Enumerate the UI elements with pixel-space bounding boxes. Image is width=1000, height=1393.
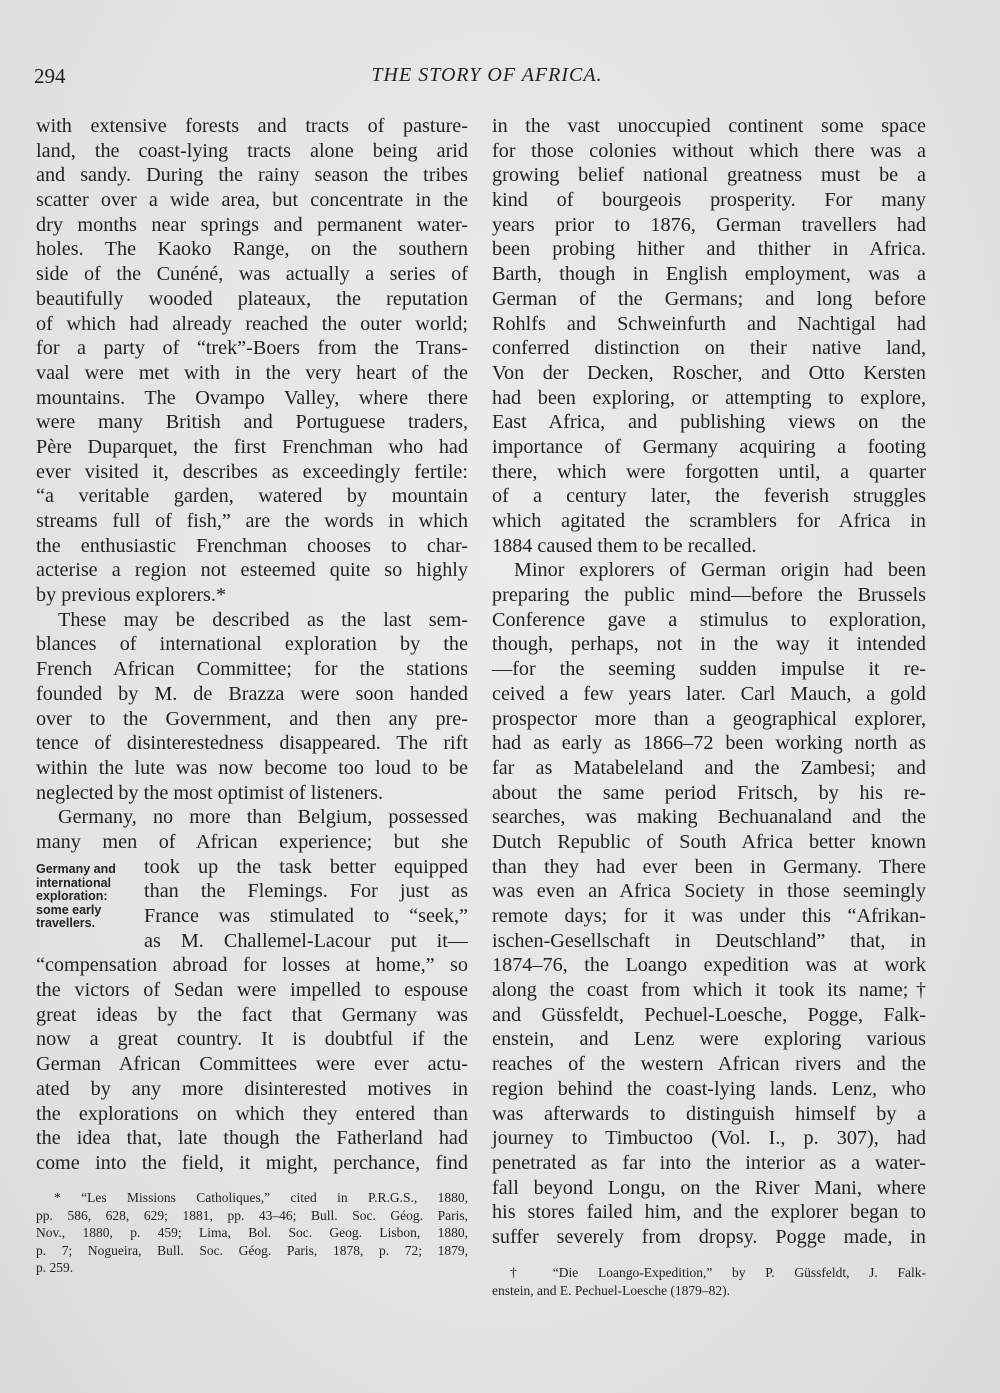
- text-line: land, the coast-lying tracts alone being arid: [36, 139, 468, 162]
- text-line: for a party of “trek”-Boers from the Trans-: [36, 337, 468, 360]
- footnote-line: enstein, and E. Pechuel-Loesche (1879–82).: [492, 1282, 731, 1298]
- text-line: had been exploring, or attempting to explore,: [492, 386, 926, 409]
- text-line: was afterwards to distinguish himself by a: [492, 1102, 926, 1125]
- text-line: the idea that, late though the Fatherland had: [36, 1127, 468, 1150]
- text-line: his stores failed him, and the explorer began to: [492, 1201, 926, 1224]
- text-line: tence of disinterestedness disappeared. The rift: [36, 732, 468, 755]
- text-line: France was stimulated to “seek,”: [144, 905, 468, 927]
- text-line: fall beyond Longu, on the River Mani, where: [492, 1176, 926, 1199]
- text-line: had as early as 1866–72 been working north as: [492, 732, 926, 755]
- text-line: of which had already reached the outer world;: [36, 312, 468, 335]
- text-line: far as Matabeleland and the Zambesi; and: [492, 756, 926, 779]
- text-line: mountains. The Ovampo Valley, where there: [36, 386, 468, 409]
- text-line: the enthusiastic Frenchman chooses to char-: [36, 534, 468, 557]
- margin-note-line: Germany and: [36, 862, 116, 876]
- text-line: streams full of fish,” are the words in which: [36, 510, 468, 532]
- text-line: preparing the public mind—before the Brussels: [492, 584, 926, 607]
- text-line: scatter over a wide area, but concentrate in the: [36, 189, 468, 212]
- page-header: [34, 64, 940, 94]
- text-line: was even an Africa Society in those seemingly: [492, 880, 926, 903]
- text-line: reaches of the western African rivers and the: [492, 1053, 926, 1076]
- text-line: over to the Government, and then any pre-: [36, 707, 468, 730]
- text-line: about the same period Fritsch, by his re-: [492, 781, 926, 804]
- text-line: French African Committee; for the stations: [36, 658, 468, 681]
- text-line: in the vast unoccupied continent some space: [492, 115, 926, 137]
- text-line: conferred distinction on their native land,: [492, 337, 926, 360]
- text-line: 1874–76, the Loango expedition was at work: [492, 954, 926, 977]
- text-line: Dutch Republic of South Africa better known: [492, 830, 926, 853]
- text-line: along the coast from which it took its name;†: [492, 979, 926, 1002]
- footnote-line: Nov., 1880, p. 459; Lima, Bol. Soc. Geog. Lisbon, 1880,: [36, 1225, 468, 1240]
- text-line: years prior to 1876, German travellers had: [492, 213, 926, 236]
- running-head: THE STORY OF AFRICA.: [371, 64, 603, 86]
- text-line: These may be described as the last sem-: [58, 608, 468, 631]
- text-line: the victors of Sedan were impelled to espouse: [36, 979, 468, 1002]
- text-line: remote days; for it was under this “Afrikan-: [492, 905, 926, 927]
- text-line: than they had ever been in Germany. There: [492, 855, 926, 878]
- text-line: vaal were met with in the very heart of the: [36, 361, 468, 384]
- margin-note-line: international: [36, 875, 112, 890]
- text-line: though, perhaps, not in the way it intended: [492, 633, 926, 656]
- text-line: now a great country. It is doubtful if the: [36, 1028, 468, 1051]
- text-line: ever visited it, describes as exceedingly fertile:: [36, 460, 468, 483]
- text-line: there, which were forgotten until, a quarter: [492, 460, 926, 483]
- text-line: for those colonies without which there was a: [492, 139, 926, 162]
- text-line: and sandy. During the rainy season the tribes: [36, 164, 468, 187]
- text-line: Minor explorers of German origin had been: [514, 559, 926, 582]
- text-line: journey to Timbuctoo (Vol. I., p. 307), had: [492, 1127, 926, 1150]
- margin-note-line: some early: [36, 902, 102, 917]
- text-line: enstein, and Lenz were exploring various: [492, 1028, 926, 1051]
- text-line: neglected by the most optimist of listeners.: [36, 781, 384, 804]
- text-line: been probing hither and thither in Africa.: [492, 238, 926, 261]
- text-line: many men of African experience; but she: [36, 830, 468, 853]
- text-line: Rohlfs and Schweinfurth and Nachtigal had: [492, 312, 926, 335]
- text-line: ated by any more disinterested motives in: [36, 1077, 468, 1100]
- page-number: 294: [34, 64, 66, 88]
- text-line: and Güssfeldt, Pechuel-Loesche, Pogge, Falk-: [492, 1003, 926, 1026]
- margin-note-line: travellers.: [36, 916, 96, 930]
- text-line: within the lute was now become too loud to be: [36, 756, 468, 779]
- text-line: great ideas by the fact that Germany was: [36, 1003, 468, 1026]
- left-column: [36, 114, 468, 1176]
- margin-note: [36, 863, 140, 931]
- text-line: acterise a region not esteemed quite so highly: [36, 559, 468, 582]
- text-line: than the Flemings. For just as: [144, 880, 468, 903]
- text-line: come into the field, it might, perchance, find: [36, 1151, 468, 1174]
- text-line: Conference gave a stimulus to exploration,: [492, 608, 926, 631]
- footnote-line: * “Les Missions Catholiques,” cited in P.R.G.S., 1880,: [54, 1190, 468, 1205]
- text-line: founded by M. de Brazza were soon handed: [36, 682, 468, 705]
- text-line: importance of Germany acquiring a footing: [492, 435, 926, 458]
- text-line: were many British and Portuguese traders,: [36, 411, 468, 434]
- text-line: the explorations on which they entered than: [36, 1102, 468, 1125]
- footnote-line: p. 259.: [36, 1260, 74, 1275]
- text-line: prospector more than a geographical explorer,: [492, 707, 926, 730]
- text-line: East Africa, and publishing views on the: [492, 411, 926, 434]
- text-line: —for the seeming sudden impulse it re-: [492, 658, 926, 681]
- right-column: [492, 114, 926, 1250]
- text-line: searches, was making Bechuanaland and the: [492, 806, 926, 829]
- text-line: Germany, no more than Belgium, possessed: [58, 806, 468, 829]
- text-line: Père Duparquet, the first Frenchman who had: [36, 435, 468, 458]
- text-line: Barth, though in English employment, was a: [492, 263, 926, 286]
- text-line: growing belief national greatness must be a: [492, 164, 926, 187]
- text-line: German African Committees were ever actu-: [36, 1053, 468, 1076]
- footnote-line: † “Die Loango-Expedition,” by P. Güssfeldt, J. Falk-: [510, 1265, 926, 1280]
- text-line: region behind the coast-lying lands. Lenz, who: [492, 1077, 926, 1100]
- text-line: which agitated the scramblers for Africa in: [492, 510, 926, 532]
- text-line: by previous explorers.*: [36, 584, 227, 607]
- text-line: 1884 caused them to be recalled.: [492, 534, 757, 557]
- text-line: “compensation abroad for losses at home,” so: [36, 954, 468, 977]
- text-line: side of the Cunéné, was actually a series of: [36, 263, 468, 286]
- text-line: German of the Germans; and long before: [492, 287, 926, 310]
- text-line: kind of bourgeois prosperity. For many: [492, 189, 926, 212]
- text-line: suffer severely from dropsy. Pogge made, in: [492, 1225, 926, 1248]
- text-line: ceived a few years later. Carl Mauch, a gold: [492, 682, 926, 705]
- text-line: holes. The Kaoko Range, on the southern: [36, 238, 468, 261]
- text-line: ischen-Gesellschaft in Deutschland” that, in: [492, 929, 926, 952]
- footnote-line: p. 7; Nogueira, Bull. Soc. Géog. Paris, 1878, p. 72; 1879,: [36, 1242, 468, 1258]
- text-line: Von der Decken, Roscher, and Otto Kersten: [492, 361, 926, 384]
- footnote-right: [492, 1264, 926, 1299]
- text-line: penetrated as far into the interior as a water-: [492, 1151, 926, 1174]
- text-line: dry months near springs and permanent water-: [36, 213, 468, 236]
- text-line: “a veritable garden, watered by mountain: [36, 485, 468, 508]
- text-line: took up the task better equipped: [144, 855, 468, 878]
- footnote-left: [36, 1189, 468, 1277]
- text-line: with extensive forests and tracts of pasture-: [36, 115, 468, 137]
- text-line: beautifully wooded plateaux, the reputation: [36, 287, 468, 310]
- text-line: as M. Challemel-Lacour put it—: [144, 929, 468, 952]
- footnote-line: pp. 586, 628, 629; 1881, pp. 43–46; Bull. Soc. Géog. Paris,: [36, 1207, 468, 1223]
- text-line: of a century later, the feverish struggles: [492, 485, 926, 508]
- margin-note-line: exploration:: [36, 889, 108, 903]
- text-line: blances of international exploration by the: [36, 633, 468, 656]
